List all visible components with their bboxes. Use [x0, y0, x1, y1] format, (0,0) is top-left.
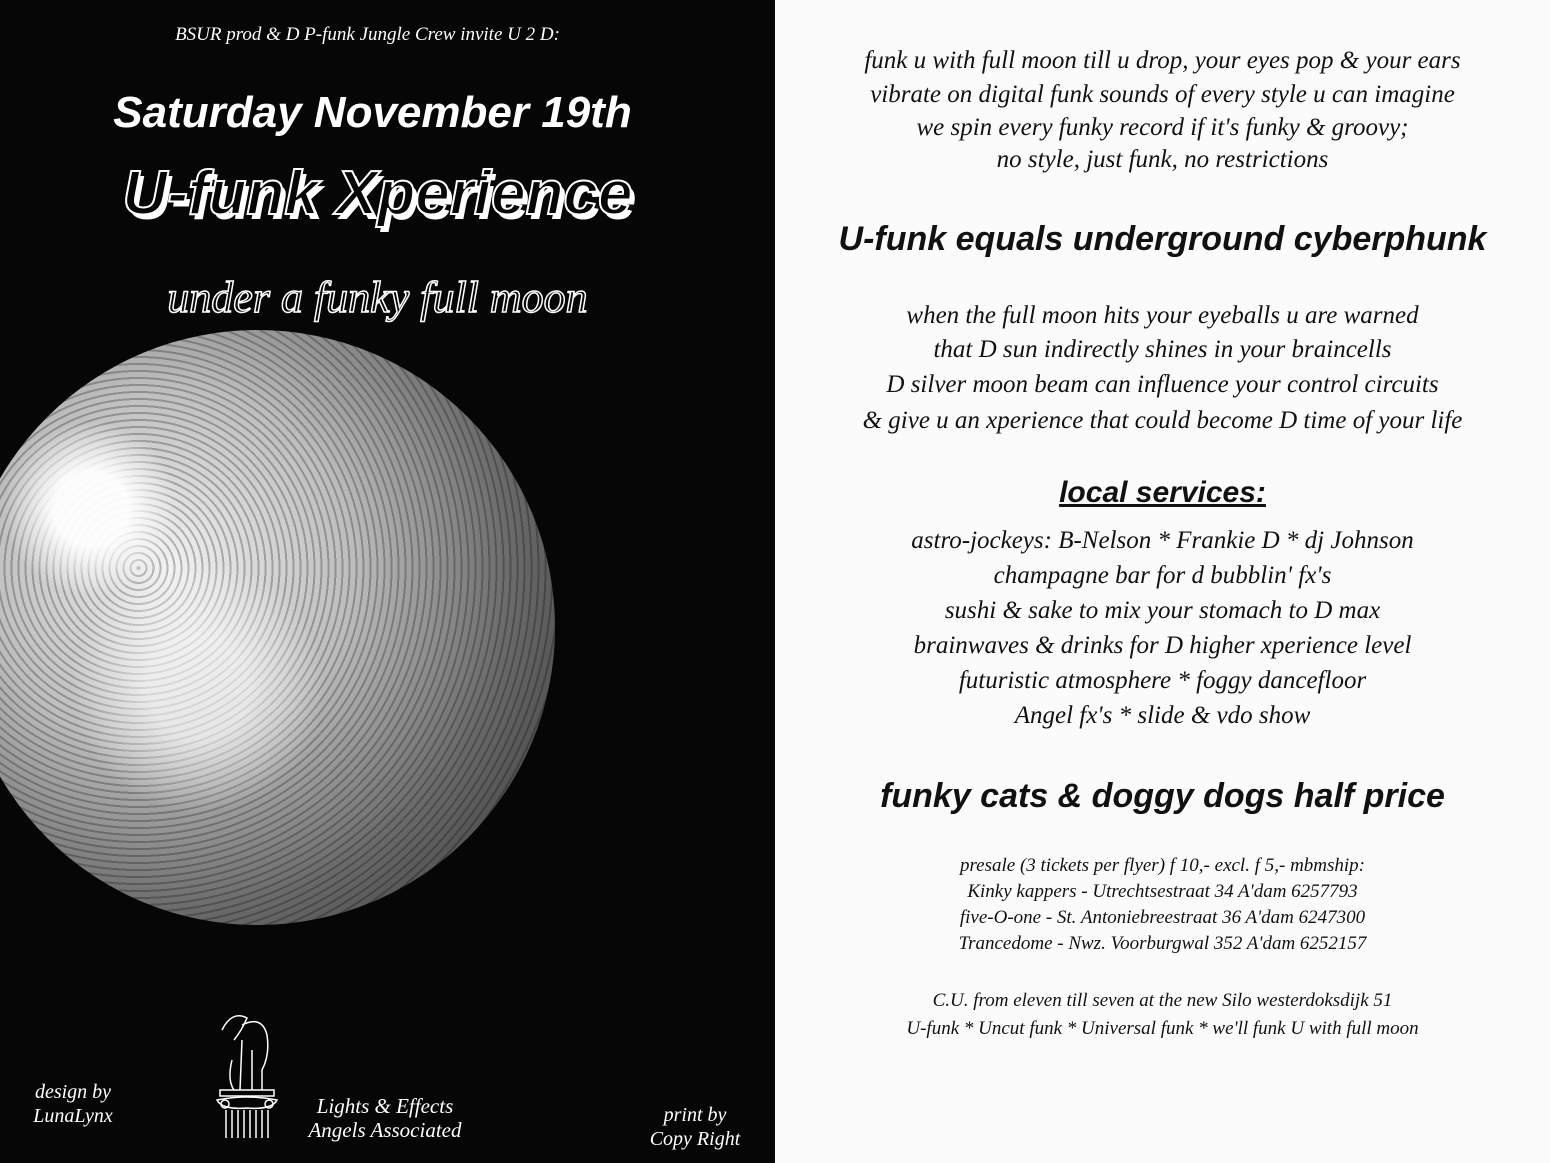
presale-line: presale (3 tickets per flyer) f 10,- excl. f 5,- mbmship: — [959, 855, 1366, 876]
closing-line: U-funk * Uncut funk * Universal funk * we'll funk U with full moon — [906, 1018, 1419, 1039]
presale-line: Kinky kappers - Utrechtsestraat 34 A'dam 6257793 — [967, 881, 1358, 902]
intro-line: vibrate on digital funk sounds of every style u can imagine — [870, 81, 1455, 108]
design-credit — [18, 1080, 128, 1128]
credit-name: LunaLynx — [33, 1105, 113, 1127]
warning-line: that D sun indirectly shines in your braincells — [933, 336, 1392, 363]
full-moon-image — [0, 330, 555, 925]
tagline: U-funk equals underground cyberphunk — [838, 220, 1487, 258]
intro-line: we spin every funky record if it's funky & groovy; — [916, 114, 1409, 141]
flyer-back — [775, 0, 1550, 1163]
warning-line: when the full moon hits your eyeballs u are warned — [906, 302, 1419, 329]
intro-line: funk u with full moon till u drop, your eyes pop & your ears — [864, 47, 1461, 74]
event-subtitle: under a funky full moon — [167, 273, 588, 322]
service-item: astro-jockeys: B-Nelson * Frankie D * dj Johnson — [911, 527, 1414, 554]
service-item: brainwaves & drinks for D higher xperience level — [913, 632, 1412, 659]
warning-line: D silver moon beam can influence your control circuits — [886, 371, 1439, 398]
service-item: sushi & sake to mix your stomach to D max — [944, 597, 1381, 624]
intro-line: no style, just funk, no restrictions — [996, 146, 1329, 173]
credit-label: design by — [34, 1081, 112, 1103]
event-date: Saturday November 19th — [113, 88, 632, 137]
service-item: futuristic atmosphere * foggy dancefloor — [958, 667, 1367, 694]
closing-line: C.U. from eleven till seven at the new Silo westerdoksdijk 51 — [932, 990, 1393, 1011]
service-item: Angel fx's * slide & vdo show — [1014, 702, 1311, 729]
presale-line: Trancedome - Nwz. Voorburgwal 352 A'dam 6252157 — [958, 933, 1367, 954]
credit-label: Lights & Effects — [316, 1094, 454, 1118]
promo: funky cats & doggy dogs half price — [880, 777, 1445, 815]
presale-line: five-O-one - St. Antoniebreestraat 36 A'dam 6247300 — [959, 907, 1366, 928]
credit-label: print by — [663, 1104, 727, 1126]
credit-name: Copy Right — [649, 1128, 741, 1150]
credit-name: Angels Associated — [308, 1118, 462, 1142]
event-title: U-funk Xperience — [122, 159, 633, 228]
winged-lion-column-logo — [212, 1010, 282, 1140]
lights-credit — [290, 1094, 480, 1142]
invite-line: BSUR prod & D P-funk Jungle Crew invite U 2 D: — [175, 24, 560, 45]
services-heading: local services: — [1059, 476, 1266, 509]
service-item: champagne bar for d bubblin' fx's — [993, 562, 1332, 589]
print-credit — [635, 1103, 755, 1151]
warning-line: & give u an xperience that could become D time of your life — [862, 407, 1463, 434]
